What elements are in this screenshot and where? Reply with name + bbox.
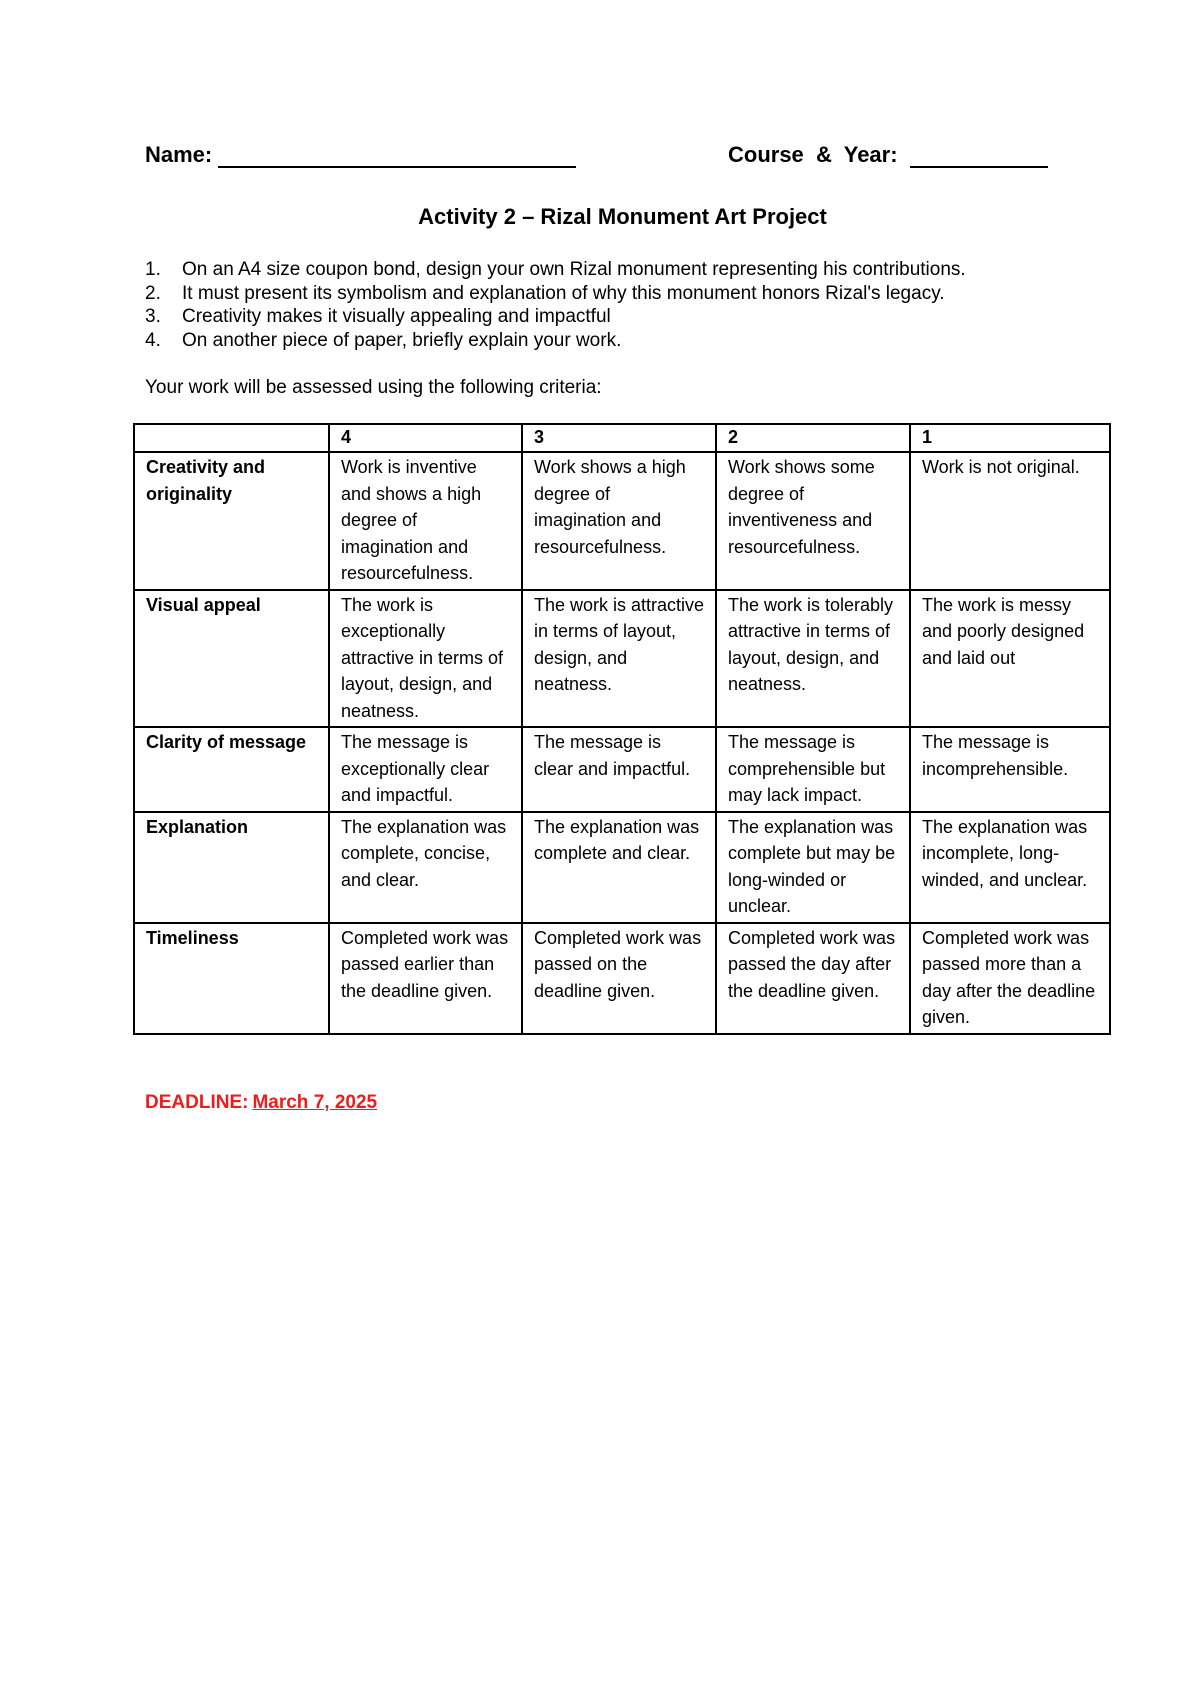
instruction-item [145, 258, 1105, 282]
rubric-table [133, 423, 1111, 1035]
instruction-item [145, 305, 1105, 329]
table-cell: The work is exceptionally attractive in terms of layout, design, and neatness. [329, 590, 522, 728]
instruction-text: On an A4 size coupon bond, design your own Rizal monument representing his contributions. [182, 259, 966, 280]
rubric-header-row [134, 424, 1110, 452]
instruction-number: 4. [145, 329, 161, 351]
instruction-item [145, 282, 1105, 306]
table-cell: Work shows a high degree of imagination and resourcefulness. [522, 452, 716, 590]
table-cell: The message is incomprehensible. [910, 727, 1110, 812]
table-cell: The work is tolerably attractive in terms of layout, design, and neatness. [716, 590, 910, 728]
rubric-header-score-4: 4 [329, 424, 522, 452]
name-label: Name: [145, 142, 213, 167]
criteria-intro-text: Your work will be assessed using the following criteria: [145, 377, 602, 398]
table-row [134, 727, 1110, 812]
rubric-header-score-2: 2 [716, 424, 910, 452]
table-cell: The explanation was complete, concise, and clear. [329, 812, 522, 923]
table-cell: Completed work was passed more than a day after the deadline given. [910, 923, 1110, 1034]
table-cell: Work is inventive and shows a high degree of imagination and resourcefulness. [329, 452, 522, 590]
table-row [134, 590, 1110, 728]
instruction-item [145, 329, 1105, 353]
table-cell: The message is comprehensible but may lack impact. [716, 727, 910, 812]
instruction-text: Creativity makes it visually appealing and impactful [182, 306, 611, 327]
table-cell: The message is exceptionally clear and impactful. [329, 727, 522, 812]
course-year-blank-line [910, 144, 1048, 168]
activity-title: Activity 2 – Rizal Monument Art Project [418, 204, 827, 229]
table-cell: The explanation was complete but may be long-winded or unclear. [716, 812, 910, 923]
rubric-header-score-3: 3 [522, 424, 716, 452]
criterion-name: Creativity and originality [134, 452, 329, 590]
table-cell: Completed work was passed on the deadline given. [522, 923, 716, 1034]
instruction-number: 2. [145, 282, 161, 304]
table-cell: Work is not original. [910, 452, 1110, 590]
table-row [134, 452, 1110, 590]
table-row [134, 812, 1110, 923]
table-cell: The work is messy and poorly designed and laid out [910, 590, 1110, 728]
deadline-notice [145, 1092, 377, 1114]
instruction-text: It must present its symbolism and explanation of why this monument honors Rizal's legacy. [182, 282, 945, 304]
instructions-list [145, 258, 1105, 352]
instruction-number: 3. [145, 306, 161, 327]
name-field [145, 142, 576, 168]
criterion-name: Clarity of message [134, 727, 329, 812]
course-year-label: Course & Year: [728, 142, 898, 167]
student-info-header [145, 142, 1065, 172]
name-blank-line [218, 144, 576, 168]
table-cell: The explanation was complete and clear. [522, 812, 716, 923]
table-cell: Work shows some degree of inventiveness and resourcefulness. [716, 452, 910, 590]
instruction-number: 1. [145, 259, 161, 280]
criterion-name: Timeliness [134, 923, 329, 1034]
table-cell: Completed work was passed earlier than the deadline given. [329, 923, 522, 1034]
criterion-name: Visual appeal [134, 590, 329, 728]
table-cell: The message is clear and impactful. [522, 727, 716, 812]
deadline-date: March 7, 2025 [252, 1092, 378, 1113]
table-cell: Completed work was passed the day after the deadline given. [716, 923, 910, 1034]
rubric-header-score-1: 1 [910, 424, 1110, 452]
table-cell: The explanation was incomplete, long-winded, and unclear. [910, 812, 1110, 923]
table-cell: The work is attractive in terms of layout, design, and neatness. [522, 590, 716, 728]
deadline-label: DEADLINE: [145, 1092, 249, 1113]
instruction-text: On another piece of paper, briefly explain your work. [182, 329, 622, 351]
course-year-field [728, 142, 1048, 168]
rubric-header-criteria [134, 424, 329, 452]
table-row [134, 923, 1110, 1034]
criterion-name: Explanation [134, 812, 329, 923]
